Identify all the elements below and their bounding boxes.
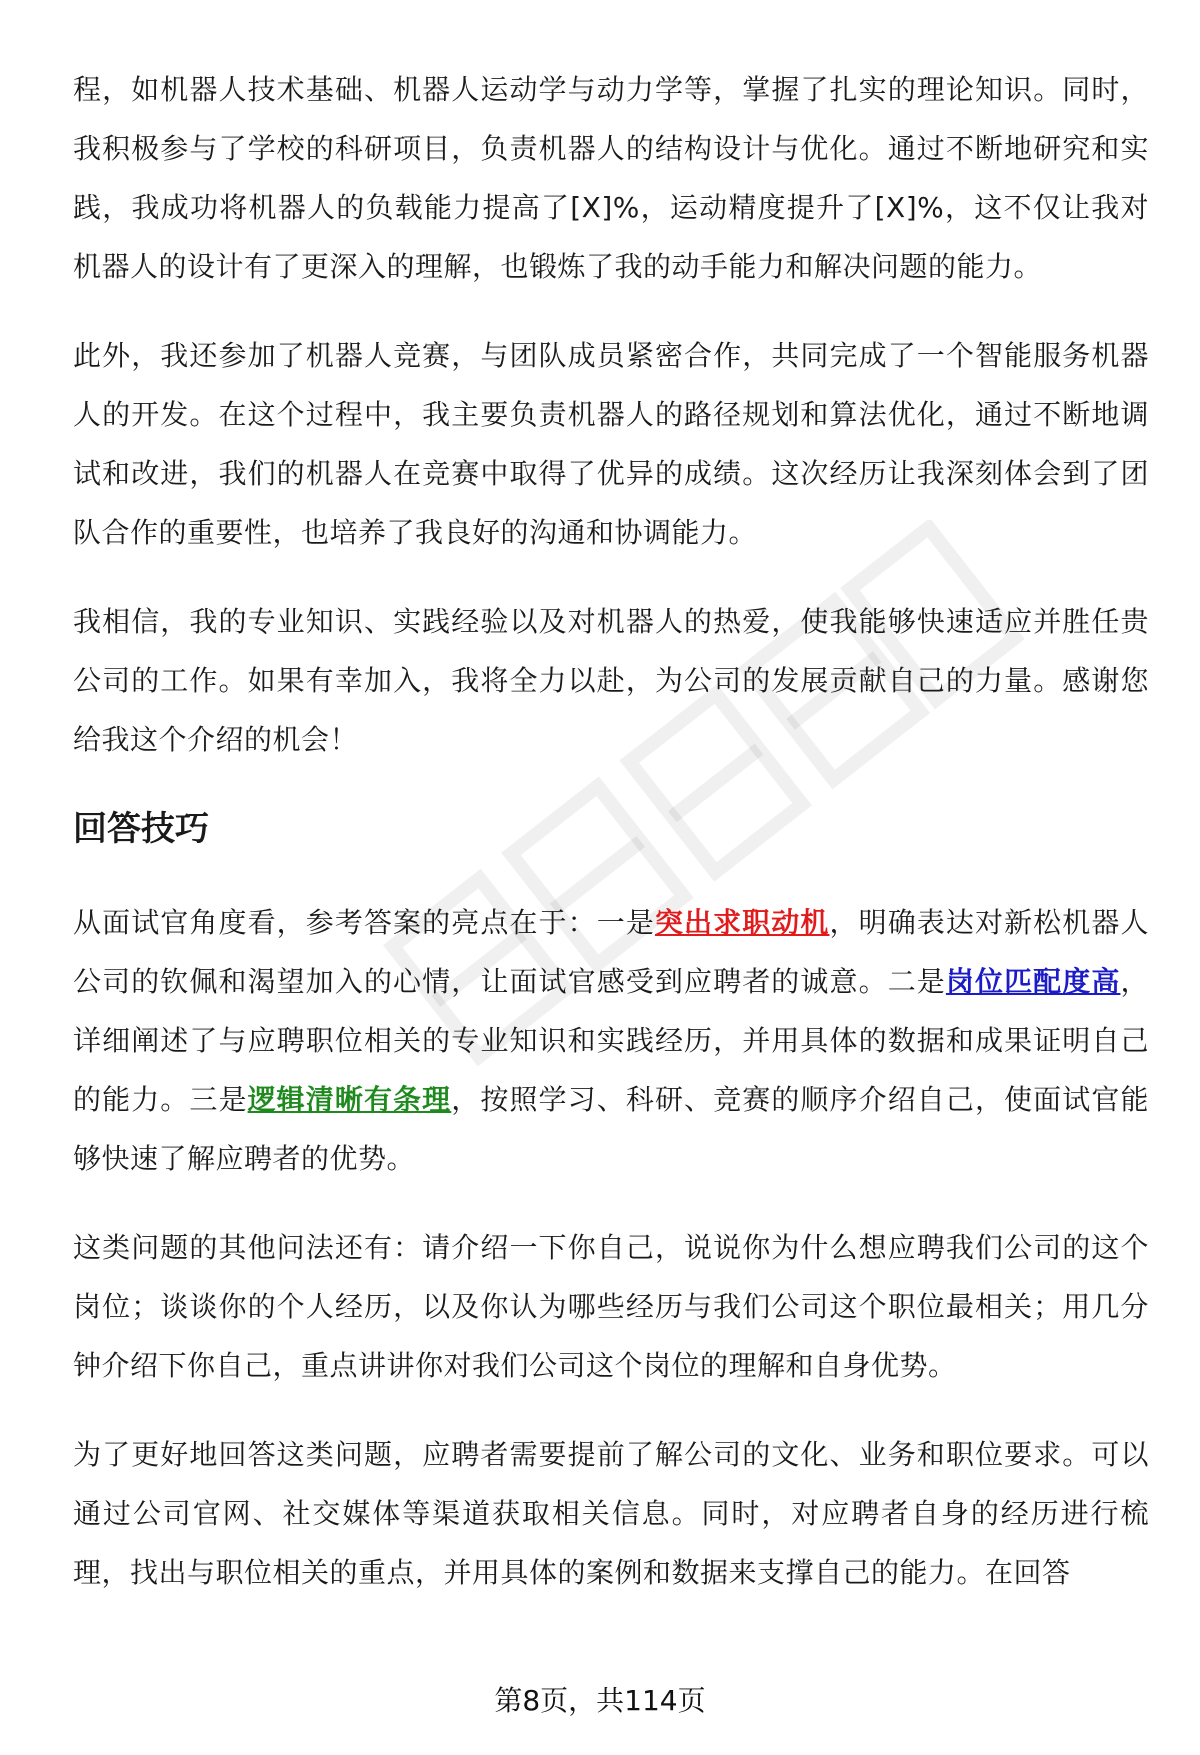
paragraph-3: 我相信，我的专业知识、实践经验以及对机器人的热爱，使我能够快速适应并胜任贵公司的工作。如果有幸加入，我将全力以赴，为公司的发展贡献自己的力量。感谢您给我这个介绍的机会！ <box>73 605 1149 756</box>
highlight-job-match: 岗位匹配度高 <box>945 965 1121 998</box>
tips-paragraph-3: 为了更好地回答这类问题，应聘者需要提前了解公司的文化、业务和职位要求。可以通过公司官网、社交媒体等渠道获取相关信息。同时，对应聘者自身的经历进行梳理，找出与职位相关的重点，并用具体的案例和数据来支撑自己的能力。在回答 <box>73 1438 1149 1589</box>
tips-text: ，按照学习、科研、竞赛的顺序介绍自己，使面试官能够快速了解应聘者的优势。 <box>73 1083 1149 1175</box>
document-page <box>73 60 1149 1632</box>
tips-paragraph-2: 这类问题的其他问法还有：请介绍一下你自己，说说你为什么想应聘我们公司的这个岗位；谈谈你的个人经历，以及你认为哪些经历与我们公司这个职位最相关；用几分钟介绍下你自己，重点讲讲你对我们公司这个岗位的理解和自身优势。 <box>73 1231 1149 1382</box>
tips-text: 从面试官角度看，参考答案的亮点在于：一是 <box>73 906 655 939</box>
page-number-footer: 第8页，共114页 <box>494 1684 706 1717</box>
tips-text: ，详细阐述了与应聘职位相关的专业知识和实践经历，并用具体的数据和成果证明自己的能力。三是 <box>73 965 1149 1116</box>
section-heading: 回答技巧 <box>73 809 209 849</box>
paragraph-2: 此外，我还参加了机器人竞赛，与团队成员紧密合作，共同完成了一个智能服务机器人的开发。在这个过程中，我主要负责机器人的路径规划和算法优化，通过不断地调试和改进，我们的机器人在竞赛中取得了优异的成绩。这次经历让我深刻体会到了团队合作的重要性，也培养了我良好的沟通和协调能力。 <box>73 339 1149 549</box>
highlight-logic: 逻辑清晰有条理 <box>247 1083 452 1116</box>
highlight-motivation: 突出求职动机 <box>654 906 830 939</box>
tips-paragraph-1 <box>73 893 1149 1188</box>
paragraph-1: 程，如机器人技术基础、机器人运动学与动力学等，掌握了扎实的理论知识。同时，我积极参与了学校的科研项目，负责机器人的结构设计与优化。通过不断地研究和实践，我成功将机器人的负载能力提高了[X]%，运动精度提升了[X]%，这不仅让我对机器人的设计有了更深入的理解，也锻炼了我的动手能力和解决问题的能力。 <box>73 73 1149 283</box>
tips-text: ，明确表达对新松机器人公司的钦佩和渴望加入的心情，让面试官感受到应聘者的诚意。二是 <box>73 906 1149 998</box>
